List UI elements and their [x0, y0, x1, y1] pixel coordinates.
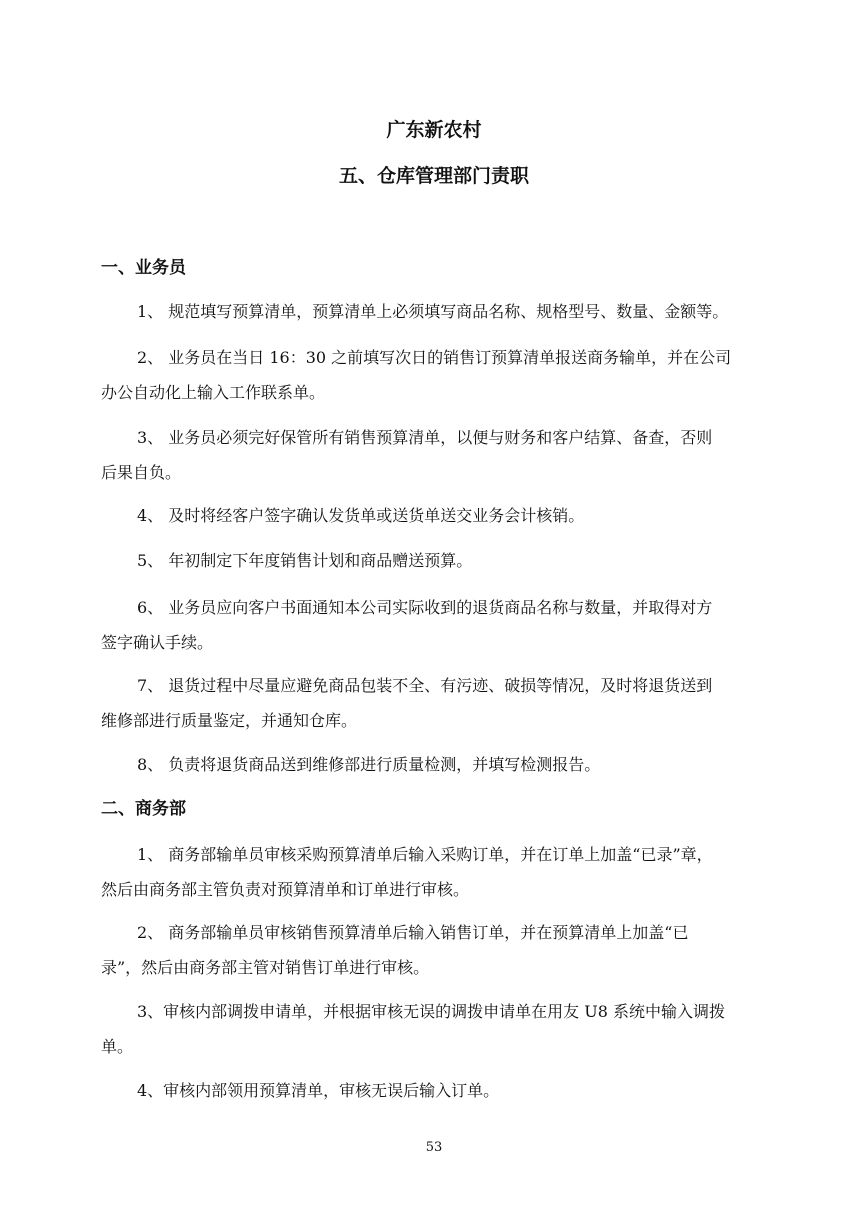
list-item — [101, 1073, 769, 1108]
document-title: 广东新农村 — [386, 119, 482, 141]
list-item — [101, 340, 769, 410]
document-subtitle: 五、仓库管理部门责职 — [338, 165, 529, 187]
list-item-text: 1、 商务部输单员审核采购预算清单后输入采购订单，并在订单上加盖“已录”章， — [137, 845, 713, 864]
list-item — [101, 915, 769, 985]
list-item-text: 2、 商务部输单员审核销售预算清单后输入销售订单，并在预算清单上加盖“已 — [137, 923, 689, 942]
list-item — [101, 590, 769, 660]
list-item — [101, 668, 769, 738]
list-item-continuation: 办公自动化上输入工作联系单。 — [101, 383, 326, 402]
list-item-text: 5、 年初制定下年度销售计划和商品赠送预算。 — [137, 551, 473, 570]
list-item-continuation: 后果自负。 — [101, 463, 182, 482]
list-item-text: 7、 退货过程中尽量应避免商品包装不全、有污迹、破损等情况，及时将退货送到 — [137, 676, 713, 695]
section-heading: 二、商务部 — [101, 799, 186, 819]
list-item-continuation: 然后由商务部主管负责对预算清单和订单进行审核。 — [101, 880, 470, 899]
list-item-text: 1、 规范填写预算清单，预算清单上必须填写商品名称、规格型号、数量、金额等。 — [137, 302, 729, 321]
list-item — [101, 837, 769, 907]
list-item-text: 8、 负责将退货商品送到维修部进行质量检测，并填写检测报告。 — [137, 755, 601, 774]
page-number: 53 — [425, 1140, 443, 1155]
list-item-text: 3、 业务员必须完好保管所有销售预算清单，以便与财务和客户结算、备查，否则 — [137, 428, 713, 447]
list-item-continuation: 单。 — [101, 1037, 134, 1056]
list-item — [101, 420, 769, 490]
section-heading: 一、业务员 — [101, 258, 186, 278]
list-item — [101, 543, 769, 578]
list-item-continuation: 签字确认手续。 — [101, 633, 214, 652]
list-item-text: 6、 业务员应向客户书面通知本公司实际收到的退货商品名称与数量，并取得对方 — [137, 598, 713, 617]
list-item-continuation: 维修部进行质量鉴定，并通知仓库。 — [101, 711, 358, 730]
list-item-continuation: 录”，然后由商务部主管对销售订单进行审核。 — [101, 958, 430, 977]
list-item-text: 2、 业务员在当日 16：30 之前填写次日的销售订预算清单报送商务输单，并在公司 — [137, 348, 732, 367]
list-item-text: 3、审核内部调拨申请单，并根据审核无误的调拨申请单在用友 U8 系统中输入调拨 — [137, 1002, 726, 1021]
list-item — [101, 747, 769, 782]
list-item-text: 4、 及时将经客户签字确认发货单或送货单送交业务会计核销。 — [137, 506, 585, 525]
list-item-text: 4、审核内部领用预算清单，审核无误后输入订单。 — [137, 1081, 500, 1100]
list-item — [101, 294, 769, 329]
list-item — [101, 498, 769, 533]
list-item — [101, 994, 769, 1064]
